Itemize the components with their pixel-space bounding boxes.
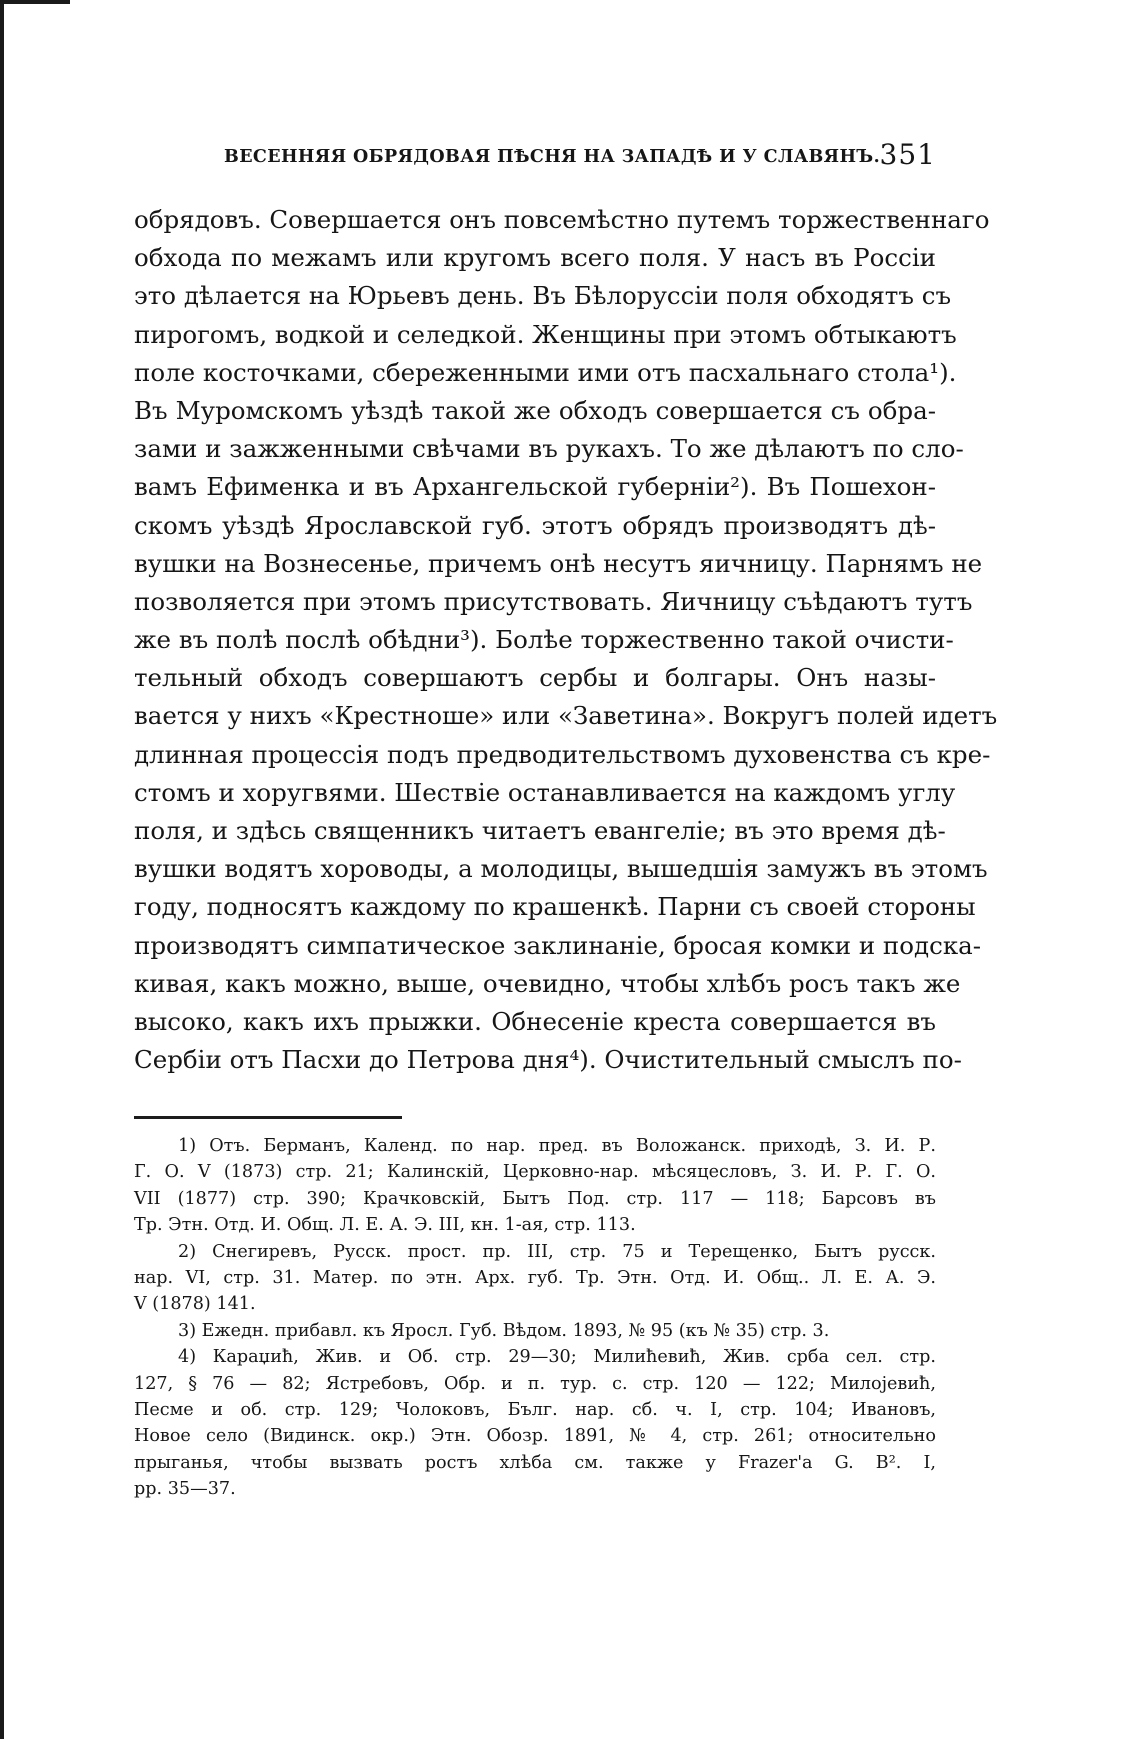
body-line: поля, и здѣсь священникъ читаетъ евангеліе; въ это время дѣ- bbox=[134, 816, 946, 845]
footnote-line: Г. О. V (1873) стр. 21; Калинскій, Церковно-нар. мѣсяцесловъ, З. И. Р. Г. О. bbox=[134, 1162, 936, 1183]
body-line: вается у нихъ «Крестноше» или «Заветина». Вокругъ полей идетъ bbox=[134, 701, 998, 731]
body-line: длинная процессія подъ предводительствомъ духовенства съ кре- bbox=[134, 739, 991, 769]
footnote-line: нар. VI, стр. 31. Матер. по этн. Арх. губ. Тр. Этн. Отд. И. Общ.. Л. Е. А. Э. bbox=[134, 1267, 936, 1288]
body-text bbox=[134, 201, 998, 1079]
body-line: вушки на Вознесенье, причемъ онѣ несутъ яичницу. Парнямъ не bbox=[134, 548, 983, 578]
body-line: скомъ уѣздѣ Ярославской губ. этотъ обрядъ производятъ дѣ- bbox=[134, 510, 936, 540]
running-title: ВЕСЕННЯЯ ОБРЯДОВАЯ ПѢСНЯ НА ЗАПАДѢ И У СЛАВЯНЪ. bbox=[224, 147, 881, 167]
body-line: же въ полѣ послѣ обѣдни³). Болѣе торжественно такой очисти- bbox=[134, 625, 954, 655]
body-line: кивая, какъ можно, выше, очевидно, чтобы хлѣбъ росъ такъ же bbox=[134, 968, 961, 998]
scan-border-left bbox=[0, 0, 4, 1739]
footnote-line: Новое село (Видинск. окр.) Этн. Обозр. 1891, № 4, стр. 261; относительно bbox=[134, 1426, 936, 1447]
body-line: зами и зажженными свѣчами въ рукахъ. То же дѣлаютъ по сло- bbox=[134, 434, 964, 464]
footnotes bbox=[134, 1133, 936, 1502]
footnote-line: 3) Ежедн. прибавл. къ Яросл. Губ. Вѣдом. 1893, № 95 (къ № 35) стр. 3. bbox=[178, 1320, 830, 1341]
running-head bbox=[224, 136, 936, 176]
footnote-line: 4) Караџиħ, Жив. и Об. стр. 29—30; Милиħевиħ, Жив. срба сел. стр. bbox=[178, 1347, 936, 1368]
body-line: пирогомъ, водкой и селедкой. Женщины при этомъ обтыкаютъ bbox=[134, 319, 957, 349]
body-line: позволяется при этомъ присутствовать. Яичницу съѣдаютъ тутъ bbox=[134, 586, 973, 616]
footnote-line: 1) Отъ. Берманъ, Календ. по нар. пред. въ Воложанск. приходѣ, З. И. Р. bbox=[178, 1136, 936, 1156]
body-line: обрядовъ. Совершается онъ повсемѣстно путемъ торжественнаго bbox=[134, 205, 990, 234]
body-line: стомъ и хоругвями. Шествіе останавливается на каждомъ углу bbox=[134, 777, 956, 807]
body-line: поле косточками, сбереженными ими отъ пасхальнаго стола¹). bbox=[134, 357, 957, 387]
body-line: году, подносятъ каждому по крашенкѣ. Парни съ своей стороны bbox=[134, 892, 976, 922]
body-line: обхода по межамъ или кругомъ всего поля. У насъ въ Россіи bbox=[134, 243, 936, 273]
footnote-line: 2) Снегиревъ, Русск. прост. пр. III, стр. 75 и Терещенко, Бытъ русск. bbox=[178, 1241, 936, 1262]
body-line: тельный обходъ совершаютъ сербы и болгары. Онъ назы- bbox=[134, 663, 936, 693]
scan-border-top bbox=[0, 0, 70, 4]
footnote-line: 127, § 76 — 82; Ястребовъ, Обр. и п. тур. с. стр. 120 — 122; Милоjевиħ, bbox=[134, 1373, 936, 1394]
footnote-line: Песме и об. стр. 129; Чолоковъ, Бълг. нар. сб. ч. I, стр. 104; Ивановъ, bbox=[134, 1399, 936, 1420]
footnote-line: Тр. Этн. Отд. И. Общ. Л. Е. А. Э. III, кн. 1-ая, стр. 113. bbox=[134, 1215, 636, 1236]
footnote-separator bbox=[134, 1116, 402, 1119]
body-line: это дѣлается на Юрьевъ день. Въ Бѣлоруссіи поля обходятъ съ bbox=[134, 281, 952, 311]
body-line: производятъ симпатическое заклинаніе, бросая комки и подска- bbox=[134, 930, 982, 960]
footnote-line: V (1878) 141. bbox=[134, 1294, 256, 1315]
body-line: высоко, какъ ихъ прыжки. Обнесеніе креста совершается въ bbox=[134, 1006, 936, 1036]
body-line: Въ Муромскомъ уѣздѣ такой же обходъ совершается съ обра- bbox=[134, 395, 936, 425]
footnote-line: VII (1877) стр. 390; Крачковскій, Бытъ Под. стр. 117 — 118; Барсовъ въ bbox=[134, 1188, 936, 1209]
footnote-line: pp. 35—37. bbox=[134, 1479, 236, 1500]
body-line: вушки водятъ хороводы, а молодицы, вышедшія замужъ въ этомъ bbox=[134, 854, 988, 884]
body-line: Сербіи отъ Пасхи до Петрова дня⁴). Очистительный смыслъ по- bbox=[134, 1045, 962, 1075]
page-number: 351 bbox=[879, 138, 936, 171]
footnote-line: прыганья, чтобы вызвать ростъ хлѣба см. также у Frazer'a G. B². I, bbox=[134, 1452, 936, 1473]
body-line: вамъ Ефименка и въ Архангельской губерніи²). Въ Пошехон- bbox=[134, 472, 936, 502]
